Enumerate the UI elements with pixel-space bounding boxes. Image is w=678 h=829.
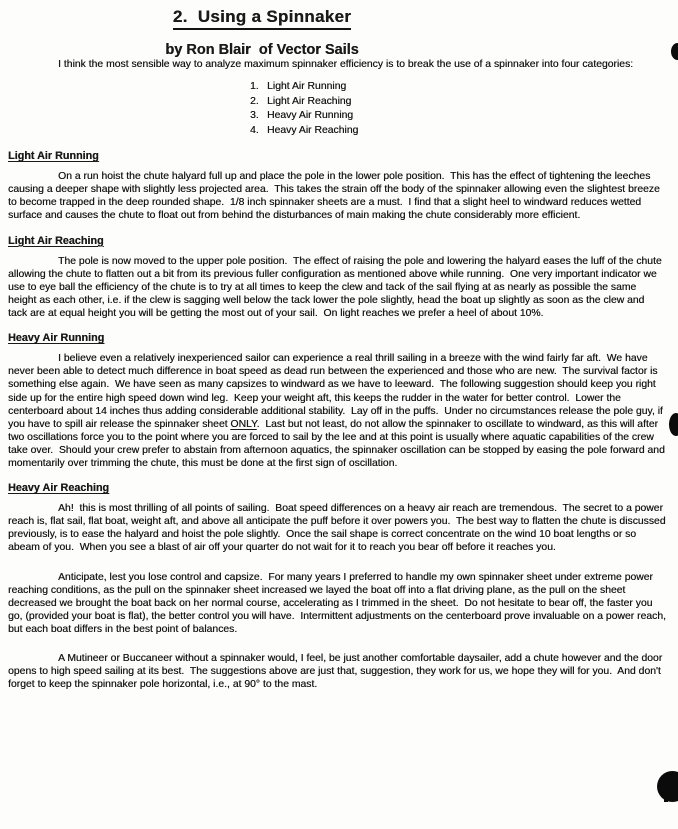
section-light-air-running [8,150,666,222]
category-number: 2. [250,95,259,107]
section-heading: Heavy Air Reaching [8,482,110,495]
page-title: 2. Using a Spinnaker [173,7,351,30]
section-heavy-air-reaching [8,482,669,691]
category-label: Heavy Air Reaching [267,124,359,136]
paragraph: Ah! this is most thrilling of all points of sailing. Boat speed differences on a heavy air reach are tremendous. The secret to a power reach is, flat sail, flat boat, weight aft, and above all anticipate the puff before it over powers you. The best way to flatten the chute is discussed previously, is to ease the halyard and hoist the pole slightly. Once the sail shape is correct concentrate on the wind 10 boat lengths or so abeam of you. When you see a blast of air off your quarter do not wait for it to reach you bear off before it reaches you. [8,503,669,554]
paragraph: Anticipate, lest you lose control and capsize. For many years I preferred to handle my own spinnaker sheet under extreme power reaching conditions, as the pull on the spinnaker sheet increased we layed the boat off into a flat driving plane, as the pull on the sheet decreased we brought the boat back on her normal course, accelerating as I trimmed in the sheet. Do not hesitate to bear off, the faster you go, (provided your boat is flat), the better control you will have. Intermittent adjustments on the centerboard prove invaluable on a power reach, but each boat differs in the best point of balances. [8,571,669,635]
scan-artifact [664,799,668,802]
category-item [250,109,666,124]
section-light-air-reaching [8,235,666,321]
scan-artifact [657,771,678,802]
category-number: 1. [250,81,259,93]
category-number: 4. [250,124,259,136]
category-item [250,80,666,95]
category-list [250,80,666,138]
section-heading: Light Air Reaching [8,234,104,247]
intro-paragraph: I think the most sensible way to analyze maximum spinnaker efficiency is to break the use of a spinnaker into four categories: [58,59,634,70]
section-body [8,352,666,470]
category-item [250,124,666,139]
paragraph: On a run hoist the chute halyard full up and place the pole in the lower pole position. This has the effect of tightening the leeches causing a deeper shape with slightly less projected area. This takes the strain off the body of the spinnaker allowing even the slightest breeze to become trapped in the deep rounded shape. 1/8 inch spinnaker sheets are a must. I find that a slight heel to windward reduces wetted surface and causes the chute to float out from behind the disturbances of main making the chute considerably more efficient. [8,171,663,222]
paragraph: The pole is now moved to the upper pole position. The effect of raising the pole and lowering the halyard eases the luff of the chute allowing the chute to flatten out a bit from its previous fuller configuration as mentioned above while running. One very important indicator we use to eye ball the efficiency of the chute is to try at all times to keep the clew and tack of the sail flying at as nearly as possible the same height as each other, i.e. if the clew is sagging well below the tack lower the pole slightly, head the boat up slightly as soon as the clew and tack are at equal height you will be getting the most out of your sail. On light reaches we prefer a heel of about 10%. [8,255,665,320]
section-heading: Heavy Air Running [8,332,105,345]
category-label: Light Air Running [267,81,347,93]
section-body [8,170,666,222]
section-heading: Light Air Running [8,150,99,163]
category-number: 3. [250,110,259,122]
scan-artifact [669,413,678,436]
category-label: Light Air Reaching [267,95,352,107]
paragraph: I believe even a relatively inexperienced sailor can experience a real thrill sailing in a breeze with the wind fairly far aft. We have never been able to detect much difference in boat speed as dead run between the experienced and those who are new. The survival factor is something else again. We have seen as many capsizes to windward as we have to leeward. The following suggestion should keep you right side up for the entire high speed down wind leg. Keep your weight aft, this keeps the rudder in the water for better control. Lower the centerboard about 14 inches thus adding considerable additional stability. Lay off in the puffs. Under no circumstances release the pole guy, if you have to spill air release the spinnaker sheet ONLY. Last but not least, do not allow the spinnaker to oscillate to windward, as this will after two oscillations force you to the point where you are forced to sail by the lee and at this point is usually where aquatic capabilities of the crew take over. Should your crew prefer to abstain from afternoon aquatics, the spinnaker oscillation can be stopped by easing the pole forward and momentarily over trimming the chute, this must be done at the first sign of oscillation. [8,353,668,469]
document-header [0,0,524,58]
category-label: Heavy Air Running [267,110,354,122]
section-heavy-air-running [8,332,666,470]
category-item [250,95,666,110]
byline: by Ron Blair of Vector Sails [165,42,359,58]
section-body [8,502,669,691]
section-body [8,255,666,320]
paragraph: A Mutineer or Buccaneer without a spinnaker would, I feel, be just another comfortable daysailer, add a chute however and the door opens to high speed sailing at its best. The suggestions above are just that, suggestion, they work for us, we hope they will for you. And don't forget to keep the spinnaker pole horizontal, i.e., at 90° to the mast. [8,653,666,691]
document-body [0,58,678,691]
scan-artifact [671,43,678,60]
